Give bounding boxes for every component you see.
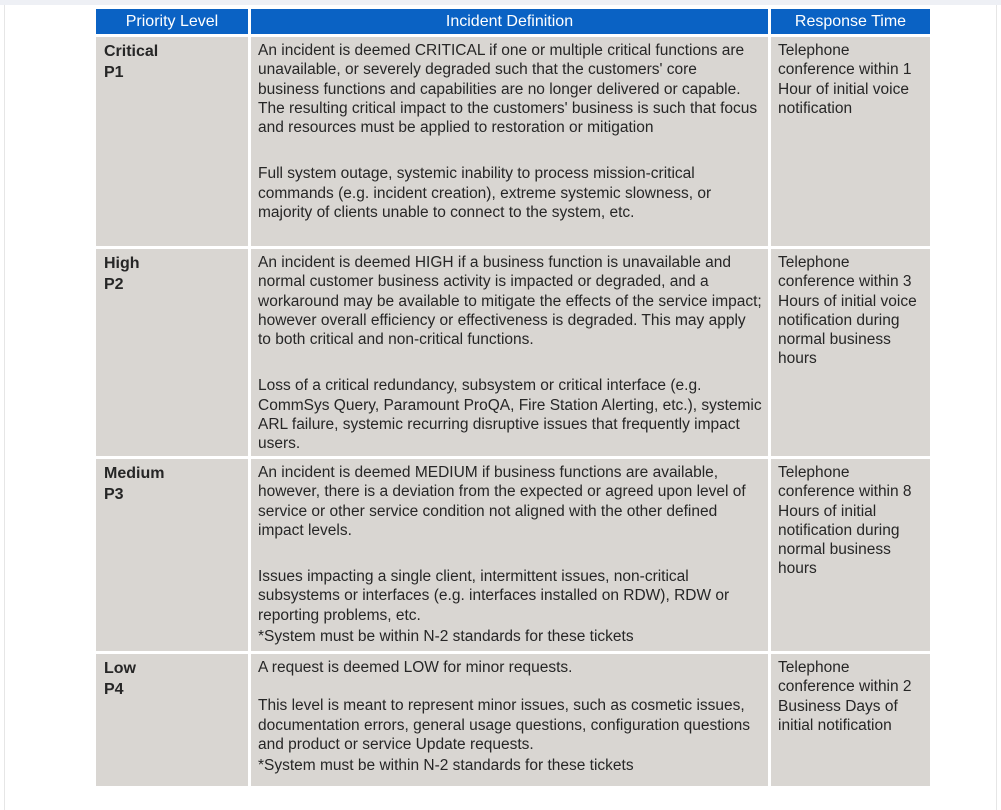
priority-code: P4 xyxy=(104,681,124,698)
response-cell xyxy=(771,37,930,246)
priority-code: P2 xyxy=(104,276,124,293)
header-priority-level: Priority Level xyxy=(96,9,248,34)
standards-note: *System must be within N-2 standards for these tickets xyxy=(258,757,634,775)
priority-cell xyxy=(96,37,248,246)
priority-cell xyxy=(96,249,248,456)
examples-text: Issues impacting a single client, intermittent issues, non-critical subsystems or interfaces (e.g. interfaces installed on RDW), RDW or reporting problems, etc. xyxy=(258,568,730,624)
examples-text: Full system outage, systemic inability to process mission-critical commands (e.g. incident creation), extreme systemic slowness, or majority of clients unable to connect to the system, etc. xyxy=(258,165,712,222)
response-text: Telephone conference within 8 Hours of initial notification during normal business hours xyxy=(778,464,912,578)
priority-level: Critical xyxy=(104,43,159,60)
table-row xyxy=(96,249,930,456)
standards-note: *System must be within N-2 standards for these tickets xyxy=(258,628,634,646)
priority-code: P1 xyxy=(104,64,124,81)
priority-cell xyxy=(96,654,248,786)
definition-cell xyxy=(251,459,768,651)
definition-text: An incident is deemed CRITICAL if one or multiple critical functions are unavailable, or severely degraded such that the customers' core business functions and capabilities are no longer delivered or capable. The resulting critical impact to the customers' business is such that focus and resources must be applied to restoration or mitigation xyxy=(258,42,758,137)
top-bar xyxy=(0,0,1001,5)
priority-level: Low xyxy=(104,660,136,677)
response-text: Telephone conference within 1 Hour of initial voice notification xyxy=(778,42,912,117)
examples-text: This level is meant to represent minor issues, such as cosmetic issues, documentation errors, general usage questions, configuration questions and product or service Update requests. xyxy=(258,697,751,753)
definition-text: An incident is deemed HIGH if a business function is unavailable and normal customer business activity is impacted or degraded, and a workaround may be available to mitigate the effects of the service impact; however overall efficiency or effectiveness is degraded. This may apply to both critical and non-critical functions. xyxy=(258,254,762,349)
left-border xyxy=(4,5,5,810)
priority-level: High xyxy=(104,255,140,272)
priority-level: Medium xyxy=(104,465,165,482)
header-response-time: Response Time xyxy=(771,9,930,34)
definition-text: A request is deemed LOW for minor requests. xyxy=(258,659,573,676)
right-border xyxy=(996,5,997,810)
priority-cell xyxy=(96,459,248,651)
definition-cell xyxy=(251,249,768,456)
definition-text: An incident is deemed MEDIUM if business functions are available, however, there is a deviation from the expected or agreed upon level of service or other service condition not aligned with the other defined impact levels. xyxy=(258,464,746,539)
definition-cell xyxy=(251,654,768,786)
table-row xyxy=(96,459,930,651)
response-cell xyxy=(771,654,930,786)
table-header-row xyxy=(96,9,930,34)
definition-cell xyxy=(251,37,768,246)
response-cell xyxy=(771,249,930,456)
header-incident-definition: Incident Definition xyxy=(251,9,768,34)
priority-table xyxy=(93,6,933,789)
response-cell xyxy=(771,459,930,651)
table-row xyxy=(96,37,930,246)
response-text: Telephone conference within 2 Business Days of initial notification xyxy=(778,659,912,734)
examples-text: Loss of a critical redundancy, subsystem or critical interface (e.g. CommSys Query, Paramount ProQA, Fire Station Alerting, etc.), systemic ARL failure, systemic recurring disruptive issues that frequently impact users. xyxy=(258,377,762,453)
table-row xyxy=(96,654,930,786)
response-text: Telephone conference within 3 Hours of initial voice notification during normal business hours xyxy=(778,254,917,368)
priority-code: P3 xyxy=(104,486,124,503)
